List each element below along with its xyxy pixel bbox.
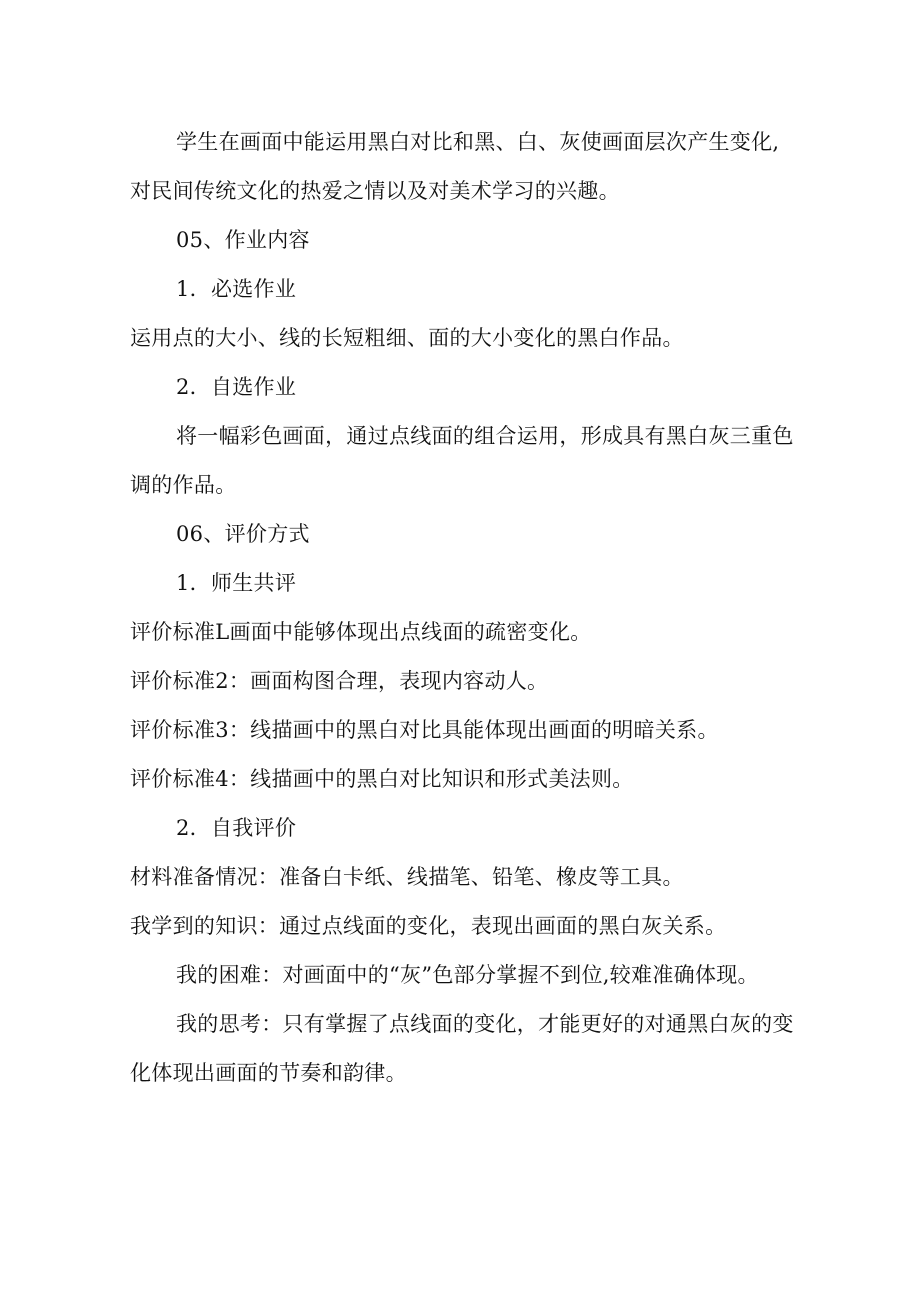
criterion-2: 评价标准2：画面构图合理，表现内容动人。	[130, 669, 549, 693]
subheading-self-evaluation: 2．自我评价	[176, 816, 297, 840]
section-heading-homework: 05、作业内容	[176, 228, 310, 252]
self-eval-reflection: 我的思考：只有掌握了点线面的变化，才能更好的对通黑白灰的变化体现出画面的节奏和韵律。	[130, 1012, 794, 1085]
paragraph-required-homework: 运用点的大小、线的长短粗细、面的大小变化的黑白作品。	[130, 326, 684, 350]
criterion-4: 评价标准4：线描画中的黑白对比知识和形式美法则。	[130, 767, 634, 791]
paragraph-optional-homework: 将一幅彩色画面，通过点线面的组合运用，形成具有黑白灰三重色调的作品。	[130, 424, 794, 497]
criterion-3: 评价标准3：线描画中的黑白对比具能体现出画面的明暗关系。	[130, 718, 719, 742]
subheading-teacher-student-evaluation: 1．师生共评	[176, 571, 297, 595]
self-eval-knowledge: 我学到的知识：通过点线面的变化，表现出画面的黑白灰关系。	[130, 914, 727, 938]
self-eval-difficulty: 我的困难：对画面中的“灰”色部分掌握不到位,较难准确体现。	[176, 963, 759, 987]
self-eval-materials: 材料准备情况：准备白卡纸、线描笔、铅笔、橡皮等工具。	[130, 865, 684, 889]
paragraph-learning-goal: 学生在画面中能运用黑白对比和黑、白、灰使画面层次产生变化,对民间传统文化的热爱之情以及对美术学习的兴趣。	[130, 130, 780, 203]
subheading-optional-homework: 2．自选作业	[176, 375, 297, 399]
subheading-required-homework: 1．必选作业	[176, 277, 297, 301]
criterion-1: 评价标准L画面中能够体现出点线面的疏密变化。	[130, 620, 592, 644]
section-heading-evaluation: 06、评价方式	[176, 522, 310, 546]
